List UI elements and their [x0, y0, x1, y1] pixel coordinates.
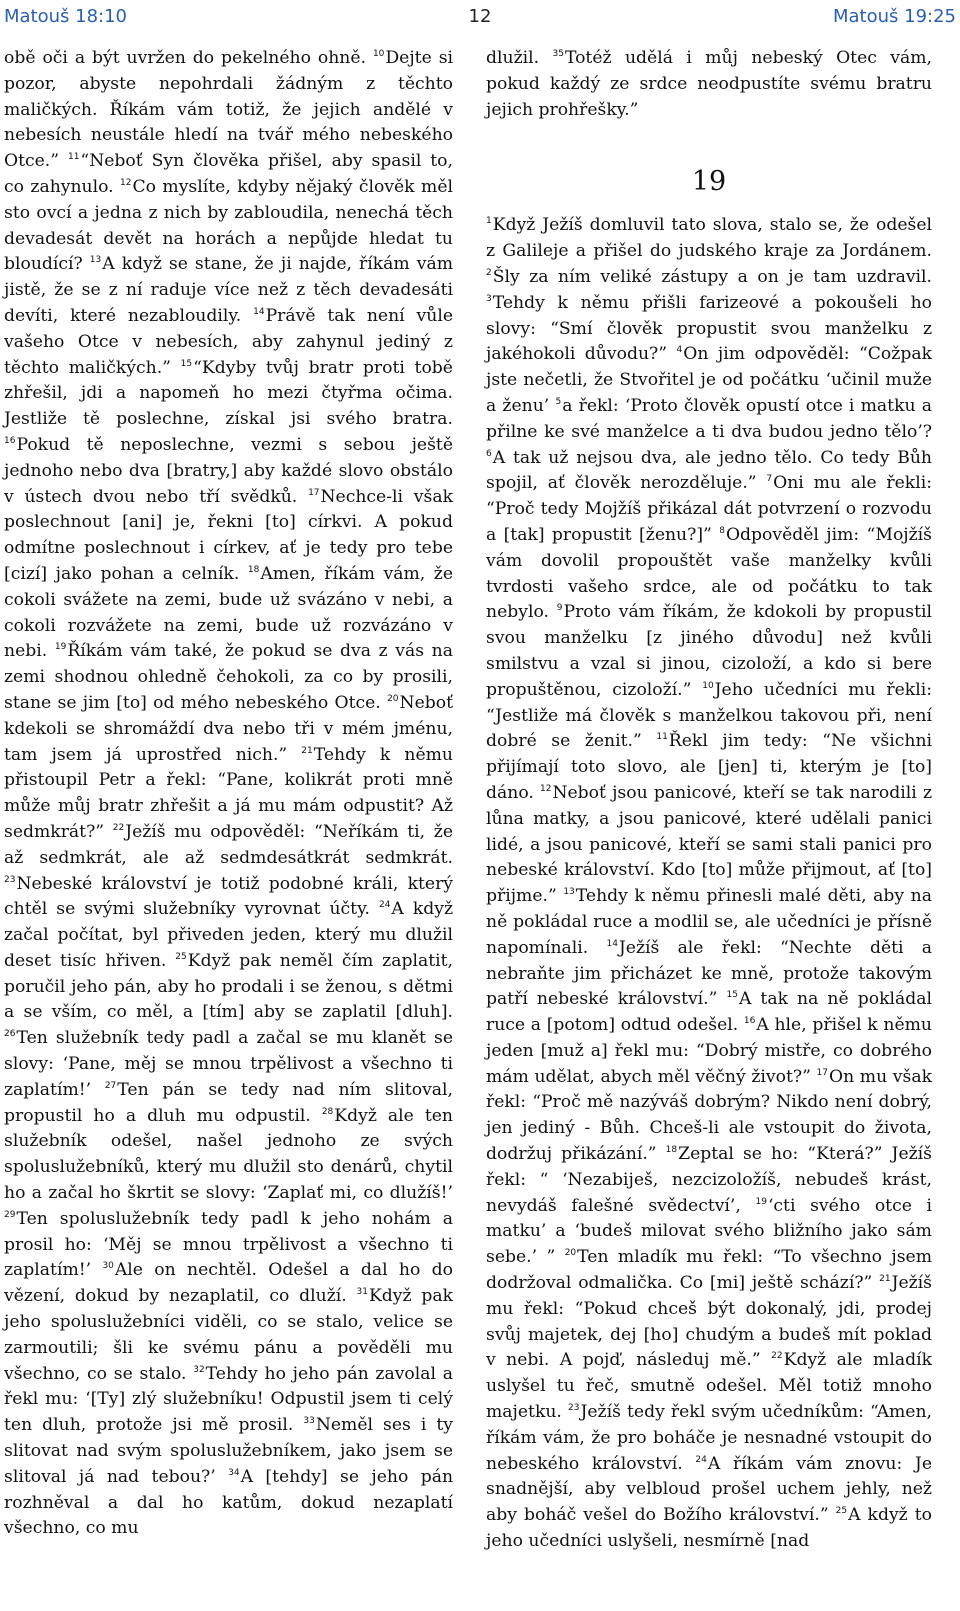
verse-text: Dejte si pozor, abyste nepohrdali žádným z těchto maličkých. Říkám vám totiž, že jejich andělé v nebesích neustále hledí na tvář mého nebeského Otce.”: [4, 48, 454, 172]
header-right-reference: Matouš 19:25: [832, 6, 956, 27]
verse-text: A tak už nejsou dva, ale jedno tělo. Co tedy Bůh spojil, ať člověk nerozděluje.”: [486, 447, 932, 494]
verse-number: 20: [564, 1248, 577, 1259]
verse-text: Proto vám říkám, že kdokoli by propustil svou manželku [z jiného důvodu] než kvůli smilstvu a vzal si jinou, cizoloží, a kdo si bere propuštěnou, cizoloží.”: [486, 602, 933, 700]
verse-text: Jeho učedníci mu řekli: “Jestliže má člověk s manželkou takovou při, není dobré se ženit.”: [486, 679, 932, 752]
verse-number: 7: [766, 474, 773, 485]
verse-number: 13: [89, 255, 102, 266]
verse-text: A hle, přišel k němu jeden [muž a] řekl mu: “Dobrý mistře, co dobrého mám udělat, abych měl věčný život?”: [486, 1015, 932, 1087]
verse-text: Tehdy k němu přinesli malé děti, aby na ně pokládal ruce a modlil se, ale učedníci je přísně napomínali.: [486, 886, 932, 958]
verse-number: 15: [180, 358, 193, 369]
verse-text: Ten služebník tedy padl a začal se mu klanět se slovy: ‘Pane, měj se mnou trpělivost a všechno ti zaplatím!’: [4, 1028, 453, 1100]
verse-number: 17: [816, 1067, 828, 1078]
left-column-text: [4, 46, 453, 1542]
verse-number: 11: [67, 152, 80, 163]
verse-text: A [tehdy] se jeho pán rozhněval a dal ho katům, dokud nezaplatí všechno, co mu: [4, 1466, 454, 1539]
verse-text: Ten pán se tedy nad ním slitoval, propustil ho a dluh mu odpustil.: [4, 1079, 453, 1126]
verse-text: a řekl: ‘Proto člověk opustí otce i matku a přilne ke své manželce a ti dva budou jedno tělo’?: [486, 395, 932, 442]
verse-text: Když ale ten služebník odešel, našel jednoho ze svých spoluslužebníků, který mu dlužil sto denárů, chytil ho a začal ho škrtit se slovy: ‘Zaplať mi, co dlužíš!’: [4, 1105, 453, 1204]
verse-text: A říkám vám znovu: Je snadnější, aby velbloud prošel uchem jehly, než aby boháč vešel do Božího království.”: [486, 1453, 932, 1526]
right-column: [486, 46, 932, 1555]
verse-text: Když pak jeho spoluslužebníci viděli, co se stalo, velice se zarmoutili; šli ke svému pánu a pověděli mu všechno, co se stalo.: [4, 1286, 453, 1384]
verse-text: On jim odpověděl: “Cožpak jste nečetli, že Stvořitel je od počátku ‘učinil muže a ženu’: [486, 344, 932, 416]
verse-text: Neboť jsou panicové, kteří se tak narodili z lůna matky, a jsou panicové, které udělali panici lidé, a jsou panicové, kteří se sami stali panici pro nebeské království. Kdo [to] může přijmout, ať [to] přijme.”: [486, 782, 932, 907]
verse-number: 28: [321, 1106, 334, 1117]
verse-number: 1: [486, 216, 492, 227]
verse-text: Říkám vám také, že pokud se dva z vás na zemi shodnou ohledně čehokoli, za co by prosili, stane se jim [to] od mého nebeského Otce.: [4, 641, 453, 713]
verse-text: Ježíš tedy řekl svým učedníkům: “Amen, říkám vám, že pro boháče je nesnadné vstoupit do nebeského království.: [486, 1402, 933, 1474]
verse-text: dlužil.: [486, 48, 540, 68]
verse-text: A když se stane, že ji najde, říkám vám jistě, že se z ní raduje více než z těch devadesáti devíti, které nezabloudily.: [4, 254, 453, 326]
verse-number: 12: [540, 783, 552, 794]
verse-text: Amen, říkám vám, že cokoli svážete na zemi, bude už svázáno v nebi, a cokoli rozvážete na zemi, bude už rozvázáno v nebi.: [4, 563, 453, 662]
header-left-reference: Matouš 18:10: [4, 6, 128, 27]
verse-number: 14: [253, 306, 265, 317]
left-column: [4, 46, 453, 1542]
verse-text: Ale on nechtěl. Odešel a dal ho do vězení, dokud by nezaplatil, co dluží.: [4, 1260, 454, 1307]
verse-text: obě oči a být uvržen do pekelného ohně.: [4, 48, 367, 68]
verse-number: 17: [308, 487, 320, 498]
verse-number: 24: [378, 900, 391, 911]
verse-number: 22: [771, 1351, 783, 1362]
verse-number: 6: [486, 448, 492, 459]
verse-number: 35: [552, 49, 564, 59]
verse-number: 21: [879, 1274, 891, 1285]
chapter-number: 19: [691, 166, 727, 198]
verse-text: Nechce-li však poslechnout [ani] je, řekni [to] církvi. A pokud odmítne poslechnout i církev, ať je tedy pro tebe [cizí] jako pohan a celník.: [4, 486, 453, 584]
verse-number: 23: [4, 874, 16, 885]
verse-number: 14: [606, 938, 618, 949]
verse-number: 27: [104, 1080, 117, 1091]
verse-number: 18: [247, 564, 260, 575]
verse-text: ‘cti svého otce i matku’ a ‘budeš milovat svého bližního jako sám sebe.’ ”: [486, 1195, 932, 1268]
verse-number: 10: [702, 680, 714, 691]
verse-number: 34: [228, 1467, 240, 1478]
verse-number: 11: [656, 732, 668, 743]
verse-number: 29: [4, 1209, 16, 1220]
verse-number: 19: [755, 1196, 767, 1207]
verse-number: 23: [568, 1403, 580, 1414]
verse-text: Šly za ním veliké zástupy a on je tam uzdravil.: [492, 266, 932, 287]
verse-number: 16: [4, 435, 16, 446]
verse-text: Tehdy k němu přišli farizeové a pokoušeli ho slovy: “Smí člověk propustit svou manželku z jakéhokoli důvodu?”: [486, 292, 932, 365]
verse-number: 10: [372, 49, 385, 59]
verse-text: Ježíš ale řekl: “Nechte děti a nebraňte jim přicházet ke mně, protože takovým patří nebeské království.”: [486, 937, 932, 1010]
verse-number: 13: [563, 887, 575, 898]
page-number: 12: [468, 6, 492, 27]
verse-number: 5: [555, 396, 562, 407]
verse-number: 32: [193, 1364, 205, 1375]
verse-number: 15: [726, 990, 738, 1001]
verse-text: Tehdy k němu přistoupil Petr a řekl: “Pane, kolikrát proti mně může můj bratr zhřešit a já mu mám odpustit? Až sedmkrát?”: [4, 744, 453, 842]
verse-text: Ten mladík mu řekl: “To všechno jsem dodržoval odmalička. Co [mi] ještě schází?”: [486, 1247, 933, 1294]
verse-text: Pokud tě neposlechne, vezmi s sebou ještě jednoho nebo dva [bratry,] aby každé slovo obstálo v ústech dvou nebo tří svědků.: [4, 434, 453, 507]
verse-number: 12: [120, 177, 132, 188]
verse-text: Když Ježíš domluvil tato slova, stalo se, že odešel z Galileje a přišel do judského kraje za Jordánem.: [486, 215, 932, 262]
verse-text: “Kdyby tvůj bratr proti tobě zhřešil, jdi a napomeň ho mezi čtyřma očima. Jestliže tě poslechne, získal jsi svého bratra.: [4, 357, 453, 430]
verse-number: 24: [695, 1454, 707, 1465]
verse-number: 33: [303, 1416, 315, 1427]
verse-text: Nebeské království je totiž podobné králi, který chtěl se svými služebníky vyrovnat účty.: [4, 873, 453, 920]
verse-number: 30: [102, 1261, 114, 1272]
verse-number: 19: [54, 642, 67, 653]
verse-text: Ten spoluslužebník tedy padl k jeho nohám a prosil ho: ‘Měj se mnou trpělivost a všechno ti zaplatím!’: [4, 1208, 453, 1281]
verse-text: A když začal počítat, byl přiveden jeden, který mu dlužil deset tisíc hřiven.: [4, 899, 454, 971]
verse-text: Co myslíte, kdyby nějaký člověk měl sto ovcí a jedna z nich by zabloudila, nenechá těch devadesát devět na horách a nepůjde hledat tu bloudící?: [4, 176, 453, 275]
right-column-top-text: [486, 46, 932, 123]
running-header: [0, 0, 960, 34]
verse-text: Tehdy ho jeho pán zavolal a řekl mu: ‘[Ty] zlý služebníku! Odpustil jsem ti celý ten dluh, protože jsi mě prosil.: [4, 1363, 453, 1436]
verse-number: 9: [556, 603, 563, 614]
verse-text: Ježíš mu řekl: “Pokud chceš být dokonalý, jdi, prodej svůj majetek, dej [ho] chudým a budeš mít poklad v nebi. A pojď, následuj mě.”: [486, 1273, 932, 1371]
verse-number: 25: [835, 1506, 848, 1517]
verse-number: 25: [175, 951, 187, 962]
verse-number: 3: [486, 293, 492, 304]
verse-text: Právě tak není vůle vašeho Otce v nebesích, aby zahynul jediný z těchto maličkých.”: [4, 305, 453, 378]
verse-number: 4: [676, 345, 683, 356]
right-column-bottom-text: [486, 213, 932, 1554]
verse-number: 26: [4, 1029, 16, 1040]
verse-text: Oni mu ale řekli: “Proč tedy Mojžíš přikázal dát potvrzení o rozvodu a [tak] propustit [ženu?]”: [486, 473, 933, 545]
verse-text: Ježíš mu odpověděl: “Neříkám ti, že až sedmkrát, ale až sedmdesátkrát sedmkrát.: [4, 821, 453, 868]
verse-text: On mu však řekl: “Proč mě nazýváš dobrým? Nikdo není dobrý, jen jediný - Bůh. Chceš-li ale vstoupit do života, dodržuj přikázání.”: [486, 1066, 932, 1165]
verse-text: Když pak neměl čím zaplatit, poručil jeho pán, aby ho prodali i se ženou, s dětmi a se vším, co měl, a [tím] aby se zaplatil [dluh].: [4, 950, 453, 1023]
verse-number: 8: [719, 525, 725, 536]
verse-text: “Neboť Syn člověka přišel, aby spasil to, co zahynulo.: [4, 151, 453, 197]
verse-text: Odpověděl jim: “Mojžíš vám dovolil propouštět vaše manželky kvůli tvrdosti vašeho srdce, ale od počátku to tak nebylo.: [486, 524, 932, 623]
verse-text: Zeptal se ho: “Která?” Ježíš řekl: “ ‘Nezabiješ, nezcizoložíš, nebudeš krást, nevydáš falešné svědectví’,: [486, 1144, 932, 1216]
verse-number: 21: [301, 745, 313, 756]
verse-text: Když ale mladík uslyšel tu řeč, smutně odešel. Měl totiž mnoho majetku.: [486, 1350, 933, 1423]
verse-text: Řekl jim tedy: “Ne všichni přijímají toto slovo, ale [jen] ti, kterým je [to] dáno.: [486, 731, 933, 803]
verse-number: 16: [743, 1016, 756, 1027]
verse-text: A tak na ně pokládal ruce a [potom] odtud odešel.: [486, 989, 932, 1036]
verse-number: 20: [387, 693, 399, 704]
verse-text: Neboť kdekoli se shromáždí dva nebo tři v mém jménu, tam jsem já uprostřed nich.”: [4, 692, 453, 765]
verse-text: Neměl ses i ty slitovat nad svým spoluslužebníkem, jako jsem se slitoval já nad tebou?’: [4, 1415, 454, 1487]
verse-number: 2: [486, 267, 492, 278]
verse-text: A když to jeho učedníci uslyšeli, nesmírně [nad: [486, 1505, 933, 1552]
verse-number: 31: [356, 1287, 368, 1298]
verse-text: Totéž udělá i můj nebeský Otec vám, pokud každý ze srdce neodpustíte svému bratru jejich prohřešky.”: [486, 48, 932, 120]
verse-number: 18: [665, 1145, 678, 1156]
verse-number: 22: [112, 822, 125, 833]
